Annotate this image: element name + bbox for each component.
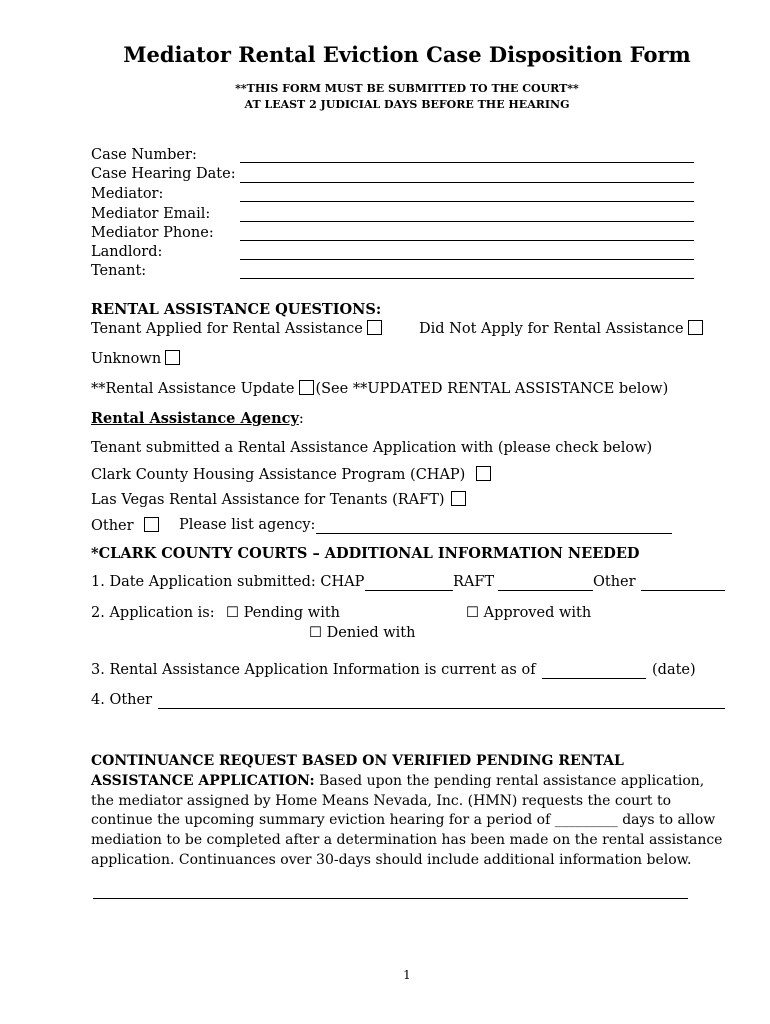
raft-option[interactable]: [91, 491, 466, 508]
continuance-request-paragraph: [91, 752, 731, 871]
other-date-field[interactable]: [641, 590, 725, 591]
mediator-phone-label: Mediator Phone:: [91, 225, 214, 241]
raft-checkbox[interactable]: [451, 491, 466, 506]
item1-label: 1. Date Application submitted: CHAP: [91, 574, 365, 590]
applied-option[interactable]: [91, 320, 382, 337]
mediator-email-label: Mediator Email:: [91, 206, 211, 222]
applied-label: Tenant Applied for Rental Assistance: [91, 321, 363, 337]
continuance-text-after: days to allow mediation to be completed after a determination has been made on the rental assistance application. Continuances over 30-days should include additional information below.: [91, 812, 723, 868]
mediator-label: Mediator:: [91, 186, 164, 202]
additional-information-field[interactable]: [93, 898, 688, 899]
update-note: (See **UPDATED RENTAL ASSISTANCE below): [315, 381, 669, 397]
submission-notice-line1: **THIS FORM MUST BE SUBMITTED TO THE COURT**: [235, 82, 579, 95]
pending-option[interactable]: ☐ Pending with: [226, 605, 340, 621]
rental-assistance-heading: RENTAL ASSISTANCE QUESTIONS:: [91, 301, 382, 318]
case-hearing-date-field[interactable]: [240, 182, 694, 183]
case-number-field[interactable]: [240, 162, 694, 163]
chap-label: Clark County Housing Assistance Program (CHAP): [91, 467, 466, 483]
chap-option[interactable]: [91, 466, 491, 483]
case-number-label: Case Number:: [91, 147, 197, 163]
did-not-apply-label: Did Not Apply for Rental Assistance: [419, 321, 684, 337]
update-label: **Rental Assistance Update: [91, 381, 295, 397]
unknown-label: Unknown: [91, 351, 162, 367]
did-not-apply-checkbox[interactable]: [688, 320, 703, 335]
did-not-apply-option[interactable]: [419, 320, 703, 337]
agency-name-field[interactable]: [316, 533, 672, 534]
chap-date-field[interactable]: [365, 590, 453, 591]
update-checkbox[interactable]: [299, 380, 314, 395]
item4-other-field[interactable]: [158, 708, 725, 709]
clark-county-heading: *CLARK COUNTY COURTS – ADDITIONAL INFORMATION NEEDED: [91, 545, 640, 562]
landlord-label: Landlord:: [91, 244, 163, 260]
mediator-field[interactable]: [240, 201, 694, 202]
continuance-heading: CONTINUANCE REQUEST BASED ON VERIFIED PENDING RENTAL ASSISTANCE APPLICATION:: [91, 753, 624, 789]
continuance-days-field[interactable]: _________: [554, 812, 618, 829]
raft-date-field[interactable]: [498, 590, 593, 591]
page-title: Mediator Rental Eviction Case Disposition Form: [123, 42, 691, 67]
other-agency-checkbox[interactable]: [144, 517, 159, 532]
raft-label: Las Vegas Rental Assistance for Tenants (RAFT): [91, 492, 445, 508]
landlord-field[interactable]: [240, 259, 694, 260]
item3-date-suffix: (date): [652, 662, 696, 678]
applied-checkbox[interactable]: [367, 320, 382, 335]
item3-label: 3. Rental Assistance Application Information is current as of: [91, 662, 536, 678]
agency-heading-colon: :: [298, 411, 304, 427]
approved-option[interactable]: ☐ Approved with: [466, 605, 592, 621]
please-list-agency-label: Please list agency:: [179, 517, 316, 533]
continuance-text-before: Based upon the pending rental assistance application, the mediator assigned by Home Means Nevada, Inc. (HMN) requests the court to continue the upcoming summary eviction hearing for a period of: [91, 772, 705, 829]
agency-intro: Tenant submitted a Rental Assistance Application with (please check below): [91, 440, 653, 456]
submission-notice-line2: AT LEAST 2 JUDICIAL DAYS BEFORE THE HEARING: [244, 98, 570, 111]
item1-raft-label: RAFT: [453, 574, 495, 590]
case-hearing-date-label: Case Hearing Date:: [91, 166, 236, 182]
page-number: 1: [403, 968, 411, 982]
mediator-email-field[interactable]: [240, 221, 694, 222]
agency-heading: [91, 410, 304, 427]
tenant-field[interactable]: [240, 278, 694, 279]
chap-checkbox[interactable]: [476, 466, 491, 481]
denied-option[interactable]: ☐ Denied with: [309, 625, 416, 641]
item1-other-label: Other: [593, 574, 636, 590]
mediator-phone-field[interactable]: [240, 240, 694, 241]
item2-label: 2. Application is:: [91, 605, 215, 621]
rental-assistance-update-option[interactable]: [91, 380, 668, 397]
unknown-option[interactable]: [91, 350, 180, 367]
other-agency-label: Other: [91, 518, 134, 534]
tenant-label: Tenant:: [91, 263, 147, 279]
agency-heading-text: Rental Assistance Agency: [91, 410, 299, 427]
item4-label: 4. Other: [91, 692, 153, 708]
unknown-checkbox[interactable]: [165, 350, 180, 365]
current-as-of-date-field[interactable]: [542, 678, 646, 679]
other-agency-option[interactable]: [91, 517, 159, 534]
